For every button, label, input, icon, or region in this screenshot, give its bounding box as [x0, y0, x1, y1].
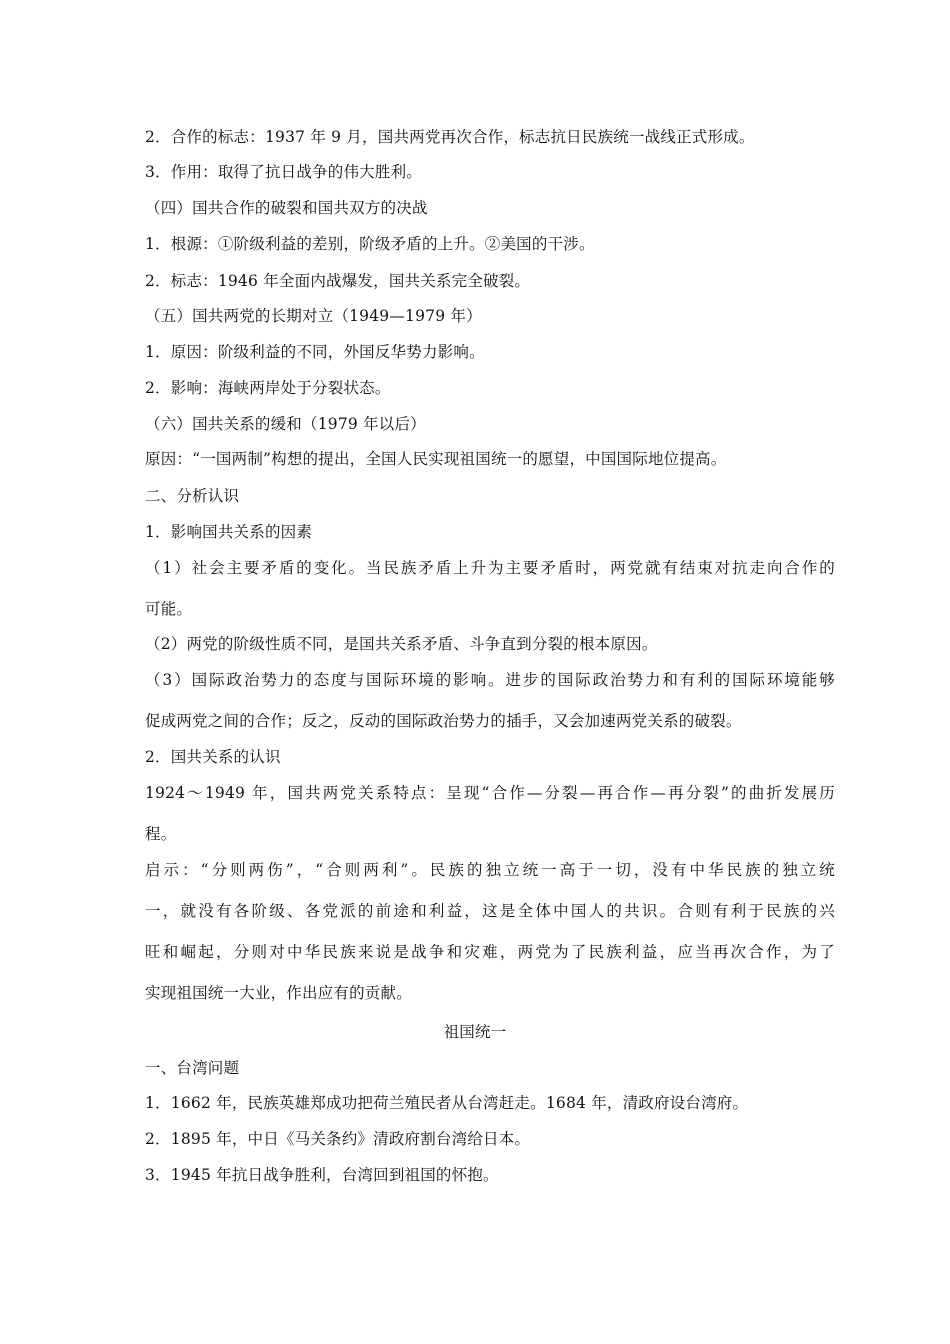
text-line: 程。 [145, 825, 177, 843]
text-line: 1924～1949 年，国共两党关系特点：呈现“合作—分裂—再合作—再分裂”的曲折发展历 [145, 784, 835, 802]
text-line: 旺和崛起，分则对中华民族来说是战争和灾难，两党为了民族利益，应当再次合作，为了 [145, 943, 835, 961]
section-heading: （五）国共两党的长期对立（1949—1979 年） [145, 307, 482, 325]
text-line: （2）两党的阶级性质不同，是国共关系矛盾、斗争直到分裂的根本原因。 [145, 635, 658, 653]
text-line: 2．1895 年，中日《马关条约》清政府割台湾给日本。 [145, 1130, 531, 1148]
text-line: 可能。 [145, 600, 193, 618]
section-title: 祖国统一 [443, 1023, 507, 1041]
text-line: 3．作用：取得了抗日战争的伟大胜利。 [145, 163, 422, 181]
text-line: 2．国共关系的认识 [145, 748, 281, 766]
text-line: 原因：“一国两制”构想的提出，全国人民实现祖国统一的愿望，中国国际地位提高。 [145, 450, 727, 468]
text-line: 启示：“分则两伤”，“合则两利”。民族的独立统一高于一切，没有中华民族的独立统 [145, 861, 835, 879]
text-line: 1．原因：阶级利益的不同，外国反华势力影响。 [145, 343, 485, 361]
text-line: 1．1662 年，民族英雄郑成功把荷兰殖民者从台湾赶走。1684 年，清政府设台湾府。 [145, 1094, 749, 1112]
text-line: （1）社会主要矛盾的变化。当民族矛盾上升为主要矛盾时，两党就有结束对抗走向合作的 [145, 559, 835, 577]
text-line: 3．1945 年抗日战争胜利，台湾回到祖国的怀抱。 [145, 1166, 499, 1184]
text-line: 1．根源：①阶级利益的差别，阶级矛盾的上升。②美国的干涉。 [145, 235, 595, 253]
text-line: （3）国际政治势力的态度与国际环境的影响。进步的国际政治势力和有利的国际环境能够 [145, 671, 835, 689]
text-line: 2．标志：1946 年全面内战爆发，国共关系完全破裂。 [145, 272, 531, 290]
section-heading: （六）国共关系的缓和（1979 年以后） [145, 415, 426, 433]
text-line: 2．影响：海峡两岸处于分裂状态。 [145, 379, 391, 397]
text-line: 1．影响国共关系的因素 [145, 523, 313, 541]
text-line: 2．合作的标志：1937 年 9 月，国共两党再次合作，标志抗日民族统一战线正式形成。 [145, 128, 755, 146]
text-line: 一，就没有各阶级、各党派的前途和利益，这是全体中国人的共识。合则有利于民族的兴 [145, 902, 835, 920]
section-heading: （四）国共合作的破裂和国共双方的决战 [145, 199, 428, 217]
text-line: 促成两党之间的合作；反之，反动的国际政治势力的插手，又会加速两党关系的破裂。 [145, 712, 742, 730]
section-heading: 二、分析认识 [145, 487, 240, 505]
section-heading: 一、台湾问题 [145, 1059, 240, 1077]
text-line: 实现祖国统一大业，作出应有的贡献。 [145, 984, 412, 1002]
